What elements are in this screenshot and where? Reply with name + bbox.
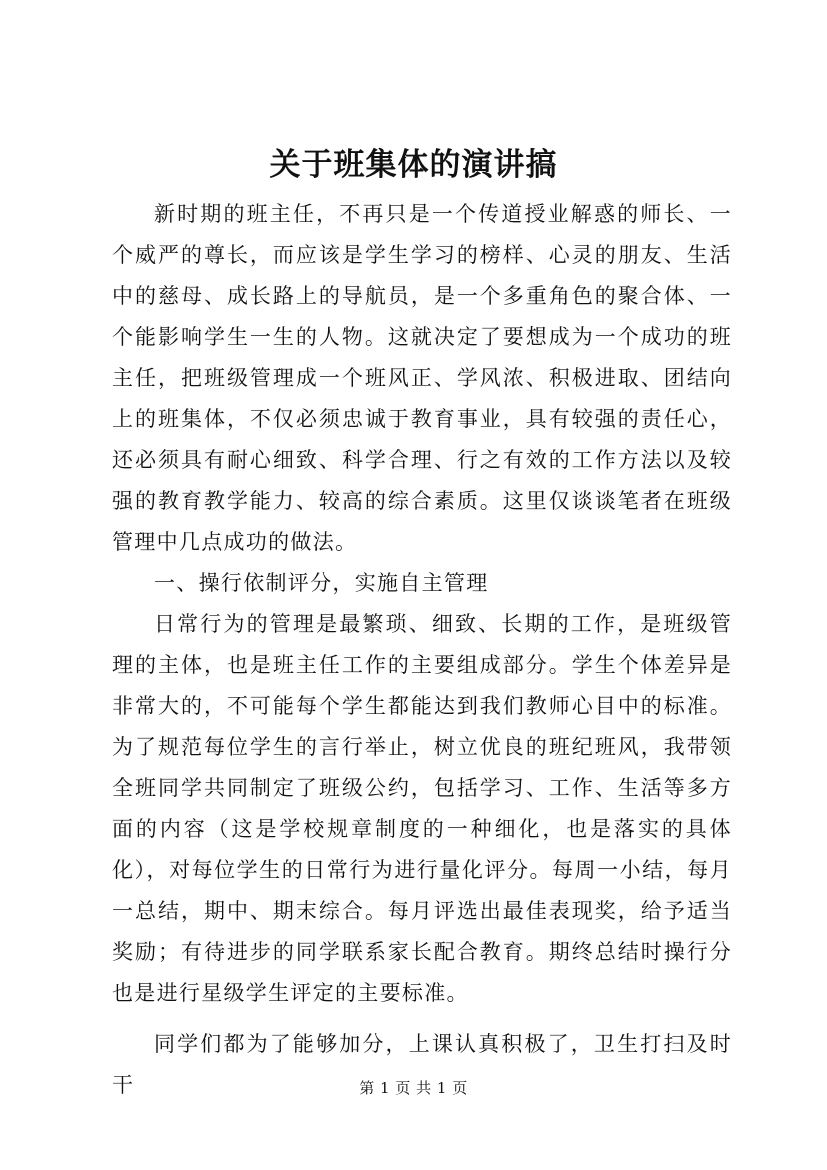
paragraph-students-effort: 同学们都为了能够加分，上课认真积极了，卫生打扫及时干 — [112, 1032, 732, 1097]
page-title: 关于班集体的演讲搞 — [269, 147, 558, 183]
section-heading: 一、操行依制评分，实施自主管理 — [154, 571, 489, 595]
document-body — [112, 194, 732, 1106]
paragraph-behavior-management: 日常行为的管理是最繁琐、细致、长期的工作，是班级管理的主体，也是班主任工作的主要组成部分。学生个体差异是非常大的，不可能每个学生都能达到我们教师心目中的标准。为了规范每位学生的言行举止，树立优良的班纪班风，我带领全班同学共同制定了班级公约，包括学习、工作、生活等多方面的内容（这是学校规章制度的一种细化，也是落实的具体化），对每位学生的日常行为进行量化评分。每周一小结，每月一总结，期中、期末综合。每月评选出最佳表现奖，给予适当奖励；有待进步的同学联系家长配合教育。期终总结时操行分也是进行星级学生评定的主要标准。 — [112, 612, 732, 1005]
paragraph-intro: 新时期的班主任，不再只是一个传道授业解惑的师长、一个威严的尊长，而应该是学生学习的榜样、心灵的朋友、生活中的慈母、成长路上的导航员，是一个多重角色的聚合体、一个能影响学生一生的人物。这就决定了要想成为一个成功的班主任，把班级管理成一个班风正、学风浓、积极进取、团结向上的班集体，不仅必须忠诚于教育事业，具有较强的责任心，还必须具有耐心细致、科学合理、行之有效的工作方法以及较强的教育教学能力、较高的综合素质。这里仅谈谈笔者在班级管理中几点成功的做法。 — [112, 202, 732, 554]
page-footer: 第 1 页 共 1 页 — [359, 1079, 468, 1097]
